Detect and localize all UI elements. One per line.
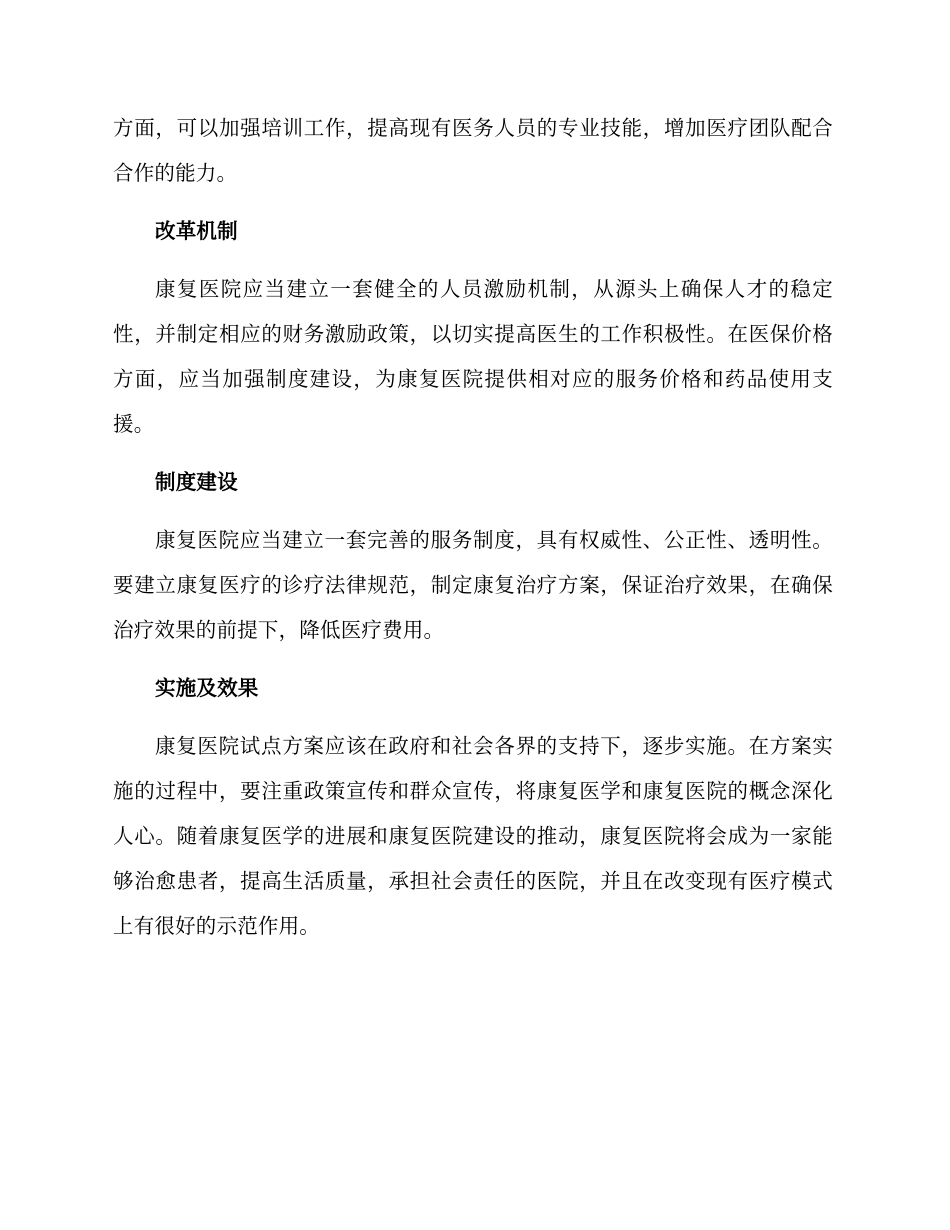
document-page bbox=[113, 106, 833, 962]
section-heading-implementation: 实施及效果 bbox=[155, 676, 259, 700]
intro-paragraph: 方面，可以加强培训工作，提高现有医务人员的专业技能，增加医疗团队配合合作的能力。 bbox=[113, 116, 833, 185]
section-heading-reform: 改革机制 bbox=[155, 219, 238, 243]
section-paragraph-implementation: 康复医院试点方案应该在政府和社会各界的支持下，逐步实施。在方案实施的过程中，要注重政策宣传和群众宣传，将康复医学和康复医院的概念深化人心。随着康复医学的进展和康复医院建设的推动，康复医院将会成为一家能够治愈患者，提高生活质量，承担社会责任的医院，并且在改变现有医疗模式上有很好的示范作用。 bbox=[113, 734, 833, 938]
section-paragraph-system: 康复医院应当建立一套完善的服务制度，具有权威性、公正性、透明性。要建立康复医疗的诊疗法律规范，制定康复治疗方案，保证治疗效果，在确保治疗效果的前提下，降低医疗费用。 bbox=[113, 528, 833, 642]
section-paragraph-reform: 康复医院应当建立一套健全的人员激励机制，从源头上确保人才的稳定性，并制定相应的财务激励政策，以切实提高医生的工作积极性。在医保价格方面，应当加强制度建设，为康复医院提供相对应的服务价格和药品使用支援。 bbox=[113, 277, 833, 436]
section-heading-system: 制度建设 bbox=[155, 470, 238, 494]
